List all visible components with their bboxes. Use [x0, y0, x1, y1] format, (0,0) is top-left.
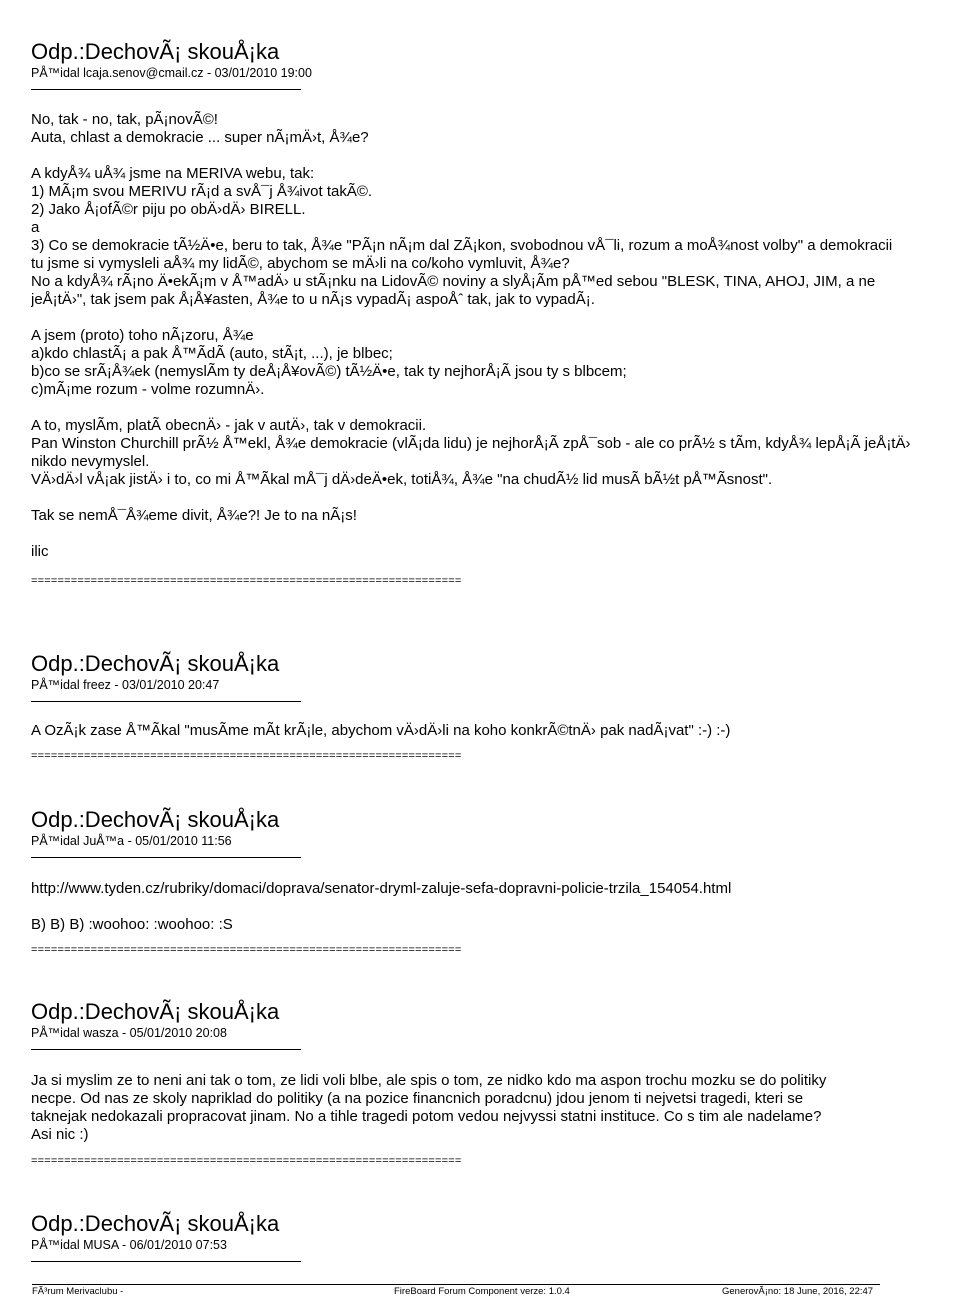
post-link[interactable]: http://www.tyden.cz/rubriky/domaci/doprava/senator-dryml-zaluje-sefa-dopravni-policie-trzila_154054.html — [31, 880, 732, 897]
body-line: a)kdo chlastÃ¡ a pak Å™ÃdÃ (auto, stÃ¡t, ...), je blbec; — [31, 345, 393, 362]
body-line: c)mÃ¡me rozum - volme rozumnÄ›. — [31, 381, 265, 398]
body-line: A OzÃ¡k zase Å™Ãkal "musÃme mÃt krÃ¡le, abychom vÄ›dÄ›li na koho konkrÃ©tnÄ› pak nadÃ¡vat" :-) :-) — [31, 722, 731, 739]
post-separator: ================================================================= — [31, 750, 462, 762]
footer-forum-name: FÃ³rum Merivaclubu - — [32, 1286, 124, 1297]
post-title: Odp.:DechovÃ¡ skouÅ¡ka — [31, 39, 280, 64]
body-line: A jsem (proto) toho nÃ¡zoru, Å¾e — [31, 327, 254, 344]
post-meta: PÅ™idal MUSA - 06/01/2010 07:53 — [31, 1238, 227, 1252]
body-line: 2) Jako Å¡ofÃ©r piju po obÄ›dÄ› BIRELL. — [31, 201, 306, 218]
forum-post — [31, 652, 960, 762]
body-line: tu jsme si vymysleli aÅ¾ my lidÃ©, abychom se mÄ›li na co/koho vymluvit, Å¾e? — [31, 255, 570, 272]
post-title: Odp.:DechovÃ¡ skouÅ¡ka — [31, 651, 280, 676]
body-line: No a kdyÅ¾ rÃ¡no Ä•ekÃ¡m v Å™adÄ› u stÃ¡nku na LidovÃ© noviny a slyÅ¡Ãm pÅ™ed sebou "BLESK, TINA, AHOJ, JIM, a ne — [31, 273, 876, 290]
body-line — [31, 489, 960, 507]
post-meta: PÅ™idal lcaja.senov@cmail.cz - 03/01/2010 19:00 — [31, 66, 312, 80]
body-line: taknejak nedokazali propracovat jinam. No a tihle tragedi potom vedou nejvyssi statni instituce. Co s tim ale nadelame? — [31, 1108, 822, 1125]
forum-post — [31, 40, 960, 587]
body-line: B) B) B) :woohoo: :woohoo: :S — [31, 916, 233, 933]
post-meta: PÅ™idal wasza - 05/01/2010 20:08 — [31, 1026, 227, 1040]
body-line: necpe. Od nas ze skoly napriklad do politiky (a na pozice financnich poradcnu) jdou jenom ti nejvetsi tragedi, kteri se — [31, 1090, 804, 1107]
body-line — [31, 399, 960, 417]
forum-post — [31, 808, 960, 956]
footer-component-version: FireBoard Forum Component verze: 1.0.4 — [394, 1286, 570, 1297]
meta-divider — [31, 701, 301, 702]
forum-post — [31, 1000, 960, 1167]
post-title: Odp.:DechovÃ¡ skouÅ¡ka — [31, 807, 280, 832]
body-line — [31, 525, 960, 543]
body-line — [31, 309, 960, 327]
meta-divider — [31, 1261, 301, 1262]
body-line: Auta, chlast a demokracie ... super nÃ¡mÄ›t, Å¾e? — [31, 129, 369, 146]
body-line: Pan Winston Churchill prÃ½ Å™ekl, Å¾e demokracie (vlÃ¡da lidu) je nejhorÅ¡Ã zpÅ¯sob - ale co prÃ½ s tÃm, kdyÅ¾ lepÅ¡Ã jeÅ¡tÄ› — [31, 435, 911, 452]
post-meta: PÅ™idal freez - 03/01/2010 20:47 — [31, 678, 220, 692]
body-line: No, tak - no, tak, pÃ¡novÃ©! — [31, 111, 218, 128]
post-title: Odp.:DechovÃ¡ skouÅ¡ka — [31, 1211, 280, 1236]
post-title: Odp.:DechovÃ¡ skouÅ¡ka — [31, 999, 280, 1024]
meta-divider — [31, 1049, 301, 1050]
body-line — [31, 147, 960, 165]
meta-divider — [31, 857, 301, 858]
body-line: A kdyÅ¾ uÅ¾ jsme na MERIVA webu, tak: — [31, 165, 315, 182]
body-line: Ja si myslim ze to neni ani tak o tom, ze lidi voli blbe, ale spis o tom, ze nidko kdo ma aspon trochu mozku se do politiky — [31, 1072, 827, 1089]
forum-page — [31, 0, 960, 1280]
meta-divider — [31, 89, 301, 90]
footer-generated-date: GenerovÃ¡no: 18 June, 2016, 22:47 — [722, 1286, 874, 1297]
body-line: jeÅ¡tÄ›", tak jsem pak Å¡Å¥asten, Å¾e to u nÃ¡s vypadÃ¡ aspoÅˆ tak, jak to vypadÃ¡. — [31, 291, 595, 308]
body-line — [31, 898, 960, 916]
body-line: VÄ›dÄ›l vÅ¡ak jistÄ› i to, co mi Å™Ãkal mÅ¯j dÄ›deÄ•ek, totiÅ¾, Å¾e "na chudÃ½ lid musÃ bÃ½t pÅ™Ãsnost". — [31, 471, 773, 488]
post-body — [31, 880, 960, 934]
body-line: ilic — [31, 543, 49, 560]
body-line: nikdo nevymyslel. — [31, 453, 150, 470]
body-line: b)co se srÃ¡Å¾ek (nemyslÃm ty deÅ¡Å¥ovÃ©) tÃ½Ä•e, tak ty nejhorÅ¡Ã jsou ty s blbcem; — [31, 363, 627, 380]
post-body — [31, 111, 960, 561]
body-line: A to, myslÃm, platÃ obecnÄ› - jak v autÄ›, tak v demokracii. — [31, 417, 427, 434]
post-separator: ================================================================= — [31, 944, 462, 956]
body-line: 1) MÃ¡m svou MERIVU rÃ¡d a svÅ¯j Å¾ivot takÃ©. — [31, 183, 373, 200]
body-line: Asi nic :) — [31, 1126, 89, 1143]
forum-post — [31, 1212, 960, 1262]
post-meta: PÅ™idal JuÅ™a - 05/01/2010 11:56 — [31, 834, 232, 848]
page-footer — [32, 1284, 880, 1297]
post-body — [31, 1072, 960, 1144]
post-separator: ================================================================= — [31, 1155, 462, 1167]
body-line: a — [31, 219, 40, 236]
body-line: Tak se nemÅ¯Å¾eme divit, Å¾e?! Je to na nÃ¡s! — [31, 507, 357, 524]
body-line: 3) Co se demokracie tÃ½Ä•e, beru to tak, Å¾e "PÃ¡n nÃ¡m dal ZÃ¡kon, svobodnou vÅ¯li, rozum a moÅ¾nost volby" a demokracii — [31, 237, 893, 254]
post-separator: ================================================================= — [31, 575, 462, 587]
post-body — [31, 722, 960, 740]
